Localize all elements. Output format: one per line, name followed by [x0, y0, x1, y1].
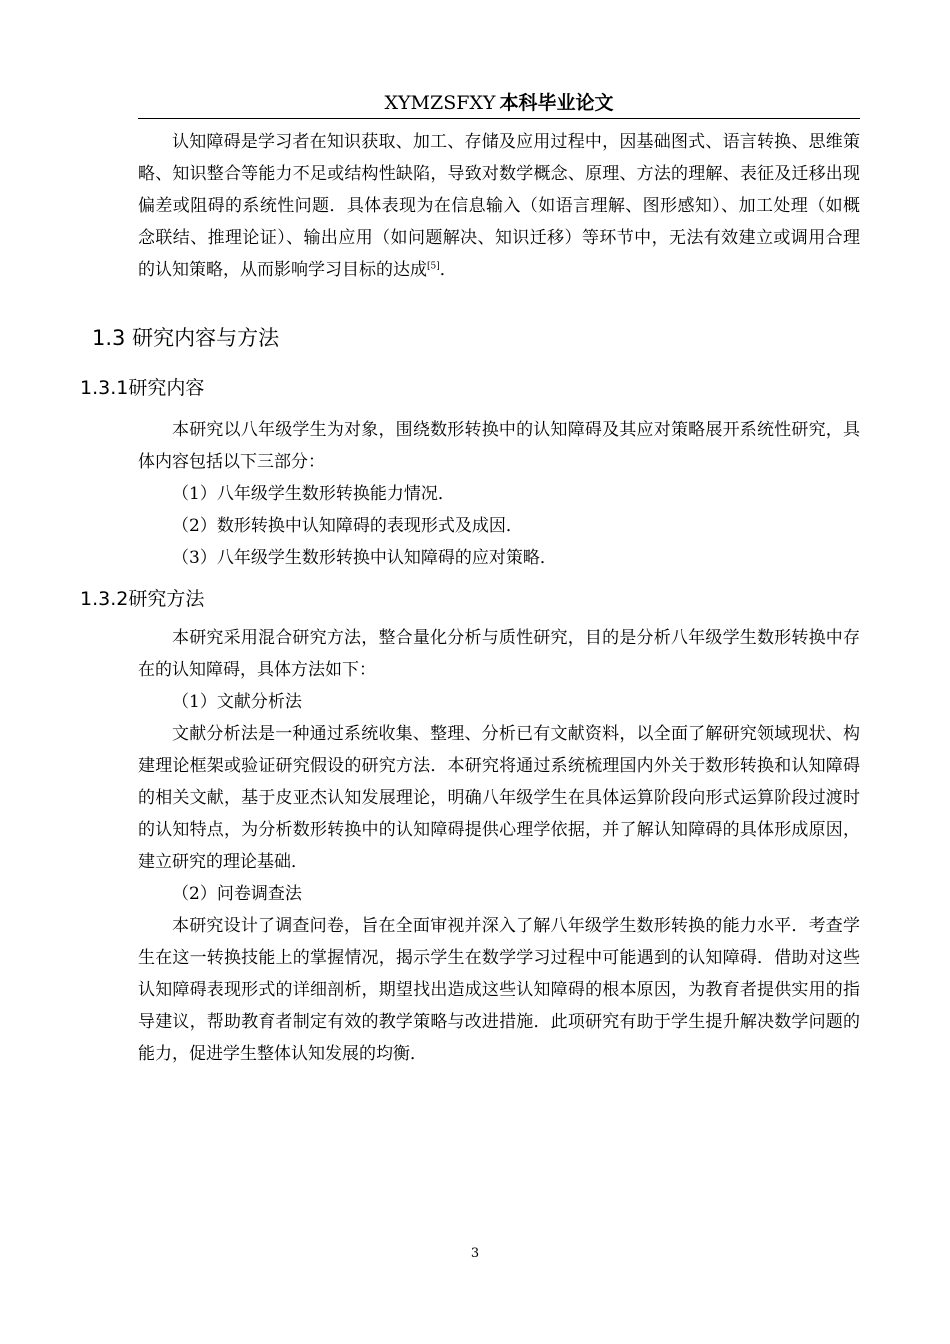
- content-item-1: （1）八年级学生数形转换能力情况．: [172, 484, 455, 504]
- section-heading-1-3: 1.3 研究内容与方法: [92, 326, 280, 350]
- method-1-title: （1）文献分析法: [172, 692, 302, 712]
- content-item-3: （3）八年级学生数形转换中认知障碍的应对策略．: [172, 548, 557, 568]
- method-1-paragraph: 文献分析法是一种通过系统收集、整理、分析已有文献资料，以全面了解研究领域现状、构建理论框架或验证研究假设的研究方法．本研究将通过系统梳理国内外关于数形转换和认知障碍的相关文献，基于皮亚杰认知发展理论，明确八年级学生在具体运算阶段向形式运算阶段过渡时的认知特点，为分析数形转换中的认知障碍提供心理学依据，并了解认知障碍的具体形成原因，建立研究的理论基础．: [138, 724, 860, 872]
- intro-paragraph-text: 认知障碍是学习者在知识获取、加工、存储及应用过程中，因基础图式、语言转换、思维策略、知识整合等能力不足或结构性缺陷，导致对数学概念、原理、方法的理解、表征及迁移出现偏差或阻碍的系统性问题．具体表现为在信息输入（如语言理解、图形感知）、加工处理（如概念联结、推理论证）、输出应用（如问题解决、知识迁移）等环节中，无法有效建立或调用合理的认知策略，从而影响学习目标的达成: [138, 132, 860, 280]
- page-header: [138, 90, 860, 119]
- section-heading-1-3-2: 1.3.2研究方法: [80, 588, 205, 610]
- content-item-2: （2）数形转换中认知障碍的表现形式及成因．: [172, 516, 523, 536]
- research-method-paragraph: 本研究采用混合研究方法，整合量化分析与质性研究，目的是分析八年级学生数形转换中存在的认知障碍，具体方法如下：: [138, 628, 860, 680]
- method-2-paragraph: 本研究设计了调查问卷，旨在全面审视并深入了解八年级学生数形转换的能力水平．考查学生在这一转换技能上的掌握情况，揭示学生在数学学习过程中可能遇到的认知障碍．借助对这些认知障碍表现形式的详细剖析，期望找出造成这些认知障碍的根本原因，为教育者提供实用的指导建议，帮助教育者制定有效的教学策略与改进措施．此项研究有助于学生提升解决数学问题的能力，促进学生整体认知发展的均衡．: [138, 916, 860, 1064]
- method-2-title: （2）问卷调查法: [172, 884, 302, 904]
- research-content-paragraph: 本研究以八年级学生为对象，围绕数形转换中的认知障碍及其应对策略展开系统性研究，具体内容包括以下三部分：: [138, 420, 860, 472]
- citation-ref: [5]: [427, 261, 440, 272]
- intro-paragraph: [138, 126, 860, 286]
- header-latin-text: XYMZSFXY: [384, 92, 496, 114]
- header-title: 本科毕业论文: [499, 92, 614, 114]
- section-heading-1-3-1: 1.3.1研究内容: [80, 377, 205, 399]
- page-number: 3: [470, 1246, 480, 1261]
- intro-paragraph-end: ．: [439, 260, 457, 280]
